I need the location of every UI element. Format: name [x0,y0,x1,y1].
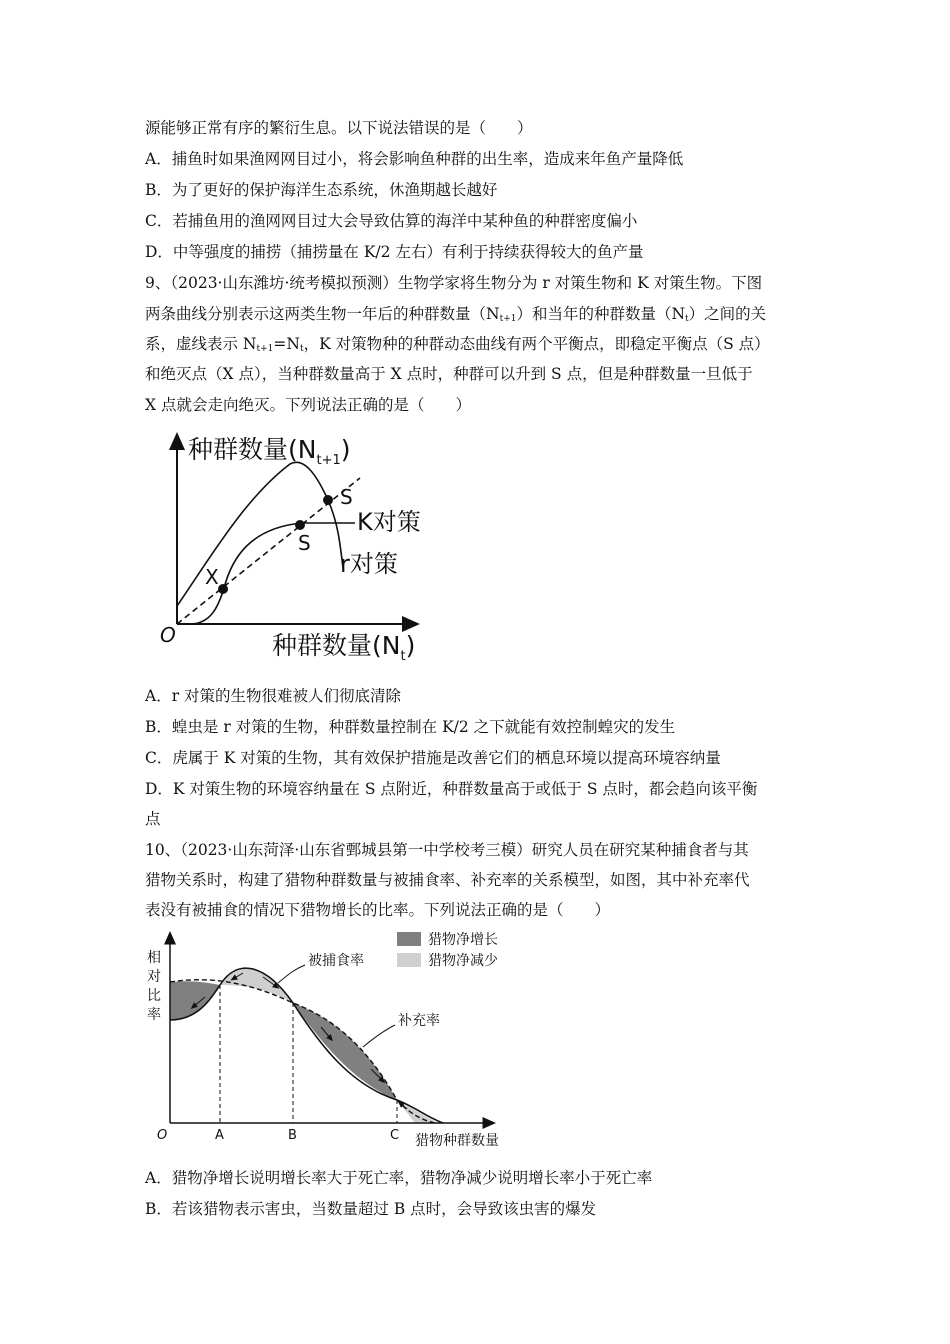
y-axis-label: 种群数量$(N_{t+1})$ [188,435,351,468]
r-s-point-label: S [340,485,353,509]
q9-option-d-line-1: D．K 对策生物的环境容纳量在 S 点附近，种群数量高于或低于 S 点时，都会趋向该平衡 [145,780,758,798]
y-axis-label-3: 比 [147,988,161,1004]
s-point-label: S [298,531,311,555]
q9-stem-line-5: X 点就会走向绝灭。下列说法正确的是（ ） [145,396,471,414]
figure-rk-strategy [150,428,450,663]
q9-option-d-line-2: 点 [145,810,161,828]
y-axis-label-2: 对 [147,969,161,985]
supplement-rate-curve [170,980,435,1123]
x-point-dot [218,584,228,594]
predation-leader [278,965,305,983]
x-axis-label: 猎物种群数量 [415,1133,499,1149]
q10-option-a: A．猎物净增长说明增长率大于死亡率，猎物净减少说明增长率小于死亡率 [145,1169,653,1187]
supplement-leader [363,1025,395,1047]
tick-c: C [390,1128,400,1143]
q10-option-b: B．若该猎物表示害虫，当数量超过 B 点时，会导致该虫害的爆发 [145,1200,597,1218]
q10-stem-line-1: 10、（2023·山东菏泽·山东省鄄城县第一中学校考三模）研究人员在研究某种捕食者与其 [145,841,749,859]
legend-net-decline-label: 猎物净减少 [428,953,498,969]
predation-label: 被捕食率 [308,953,364,969]
figure-predation-model [145,925,525,1160]
q9-option-b: B．蝗虫是 r 对策的生物，种群数量控制在 K/2 之下就能有效控制蝗灾的发生 [145,718,676,736]
legend-net-growth-label: 猎物净增长 [428,932,498,948]
r-s-point-dot [323,495,333,505]
q9-option-c: C．虎属于 K 对策的生物，其有效保护措施是改善它们的栖息环境以提高环境容纳量 [145,749,721,767]
legend-net-growth-swatch [397,932,421,946]
legend-net-decline-swatch [397,953,421,967]
tick-b: B [288,1128,297,1143]
q9-stem-line-2: 两条曲线分别表示这两类生物一年后的种群数量$(N_{t+1})$和当年的种群数量$(N_t)$之间的关 [145,305,767,324]
q8-continuation: 源能够正常有序的繁衍生息。以下说法错误的是（ ） [145,119,533,137]
q9-stem-line-1: 9、（2023·山东潍坊·统考模拟预测）生物学家将生物分为 r 对策生物和 K 对策生物。下图 [145,274,763,292]
q10-stem-line-2: 猎物关系时，构建了猎物种群数量与被捕食率、补充率的关系模型，如图，其中补充率代 [145,871,750,889]
x-point-label: X [205,565,219,589]
q9-stem-line-4: 和绝灭点（X 点），当种群数量高于 X 点时，种群可以升到 S 点，但是种群数量一旦低于 [145,365,753,383]
q8-option-d: D．中等强度的捕捞（捕捞量在 K/2 左右）有利于持续获得较大的鱼产量 [145,243,644,261]
supplement-label: 补充率 [398,1013,440,1029]
r-strategy-curve [177,462,343,606]
q8-option-b: B．为了更好的保护海洋生态系统，休渔期越长越好 [145,181,498,199]
k-strategy-label: K对策 [357,508,421,536]
origin-label: O [160,623,176,647]
q9-stem-line-3: 系，虚线表示 $N_{t+1}=N_t$，K 对策物种的种群动态曲线有两个平衡点，即稳定平衡点（S 点） [145,335,770,354]
y-axis-label-4: 率 [147,1007,161,1023]
s-point-dot [295,520,305,530]
origin-label: O [157,1128,168,1143]
q8-option-c: C．若捕鱼用的渔网网目过大会导致估算的海洋中某种鱼的种群密度偏小 [145,212,638,230]
q10-stem-line-3: 表没有被捕食的情况下猎物增长的比率。下列说法正确的是（ ） [145,901,611,919]
x-axis-label: 种群数量$(N_t)$ [272,631,416,663]
net-growth-region-2 [293,1003,397,1100]
r-strategy-label: r对策 [340,550,398,578]
net-growth-region-1 [170,981,220,1020]
q8-option-a: A．捕鱼时如果渔网网目过小，将会影响鱼种群的出生率，造成来年鱼产量降低 [145,150,684,168]
tick-a: A [215,1128,224,1143]
q9-option-a: A．r 对策的生物很难被人们彻底清除 [145,687,402,705]
y-axis-label-1: 相 [147,950,161,966]
